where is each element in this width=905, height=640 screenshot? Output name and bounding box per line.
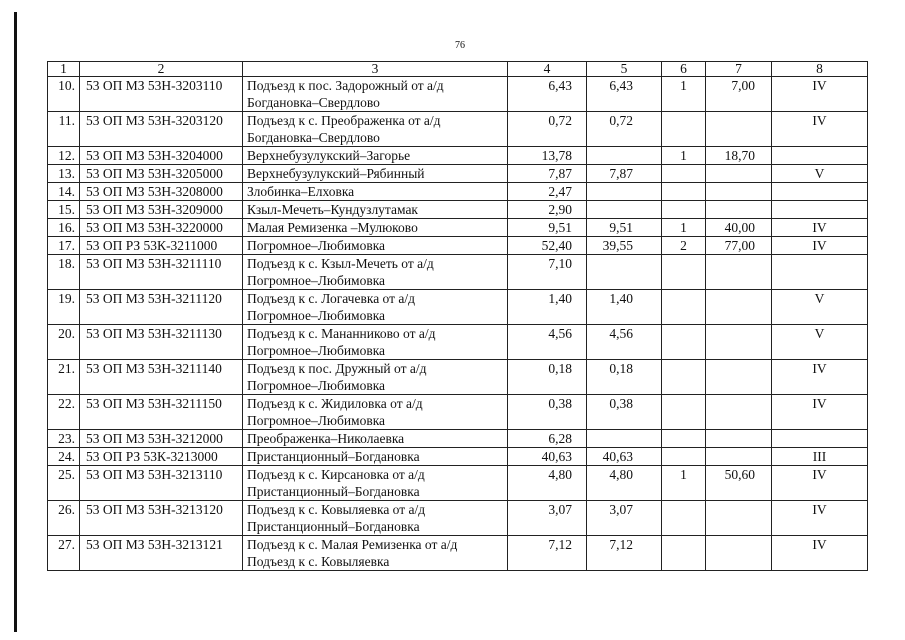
- road-name-line: Кзыл-Мечеть–Кундузлутамак: [247, 202, 418, 217]
- bridges-length-cell: 50,60: [706, 466, 772, 501]
- length-total-cell: 4,80: [508, 466, 587, 501]
- bridges-count-cell: 2: [662, 237, 706, 255]
- table-row: [48, 112, 868, 147]
- bridges-length-cell: [706, 201, 772, 219]
- header-cell: 3: [243, 62, 508, 77]
- road-code-cell: 53 ОП МЗ 53Н-3211140: [80, 360, 243, 395]
- road-name-line: Верхнебузулукский–Загорье: [247, 148, 411, 163]
- header-cell: 1: [48, 62, 80, 77]
- header-row: [48, 62, 868, 77]
- header-cell: 6: [662, 62, 706, 77]
- table-row: [48, 430, 868, 448]
- road-name-line: Пристанционный–Богдановка: [247, 519, 420, 534]
- table-row: [48, 219, 868, 237]
- length-total-cell: 6,43: [508, 77, 587, 112]
- length-paved-cell: 39,55: [587, 237, 662, 255]
- road-name-line: Подъезд к с. Кзыл-Мечеть от а/д: [247, 256, 434, 271]
- bridges-count-cell: [662, 290, 706, 325]
- bridges-length-cell: [706, 112, 772, 147]
- table-row: [48, 147, 868, 165]
- length-paved-cell: 40,63: [587, 448, 662, 466]
- road-name-cell: [243, 360, 508, 395]
- road-code-cell: 53 ОП МЗ 53Н-3204000: [80, 147, 243, 165]
- length-paved-cell: 0,72: [587, 112, 662, 147]
- road-name-cell: [243, 255, 508, 290]
- road-name-cell: [243, 237, 508, 255]
- bridges-length-cell: [706, 165, 772, 183]
- bridges-length-cell: [706, 325, 772, 360]
- bridges-count-cell: [662, 325, 706, 360]
- length-total-cell: 7,87: [508, 165, 587, 183]
- road-code-cell: 53 ОП МЗ 53Н-3220000: [80, 219, 243, 237]
- road-category-cell: IV: [772, 77, 868, 112]
- length-total-cell: 4,56: [508, 325, 587, 360]
- length-total-cell: 52,40: [508, 237, 587, 255]
- length-paved-cell: 3,07: [587, 501, 662, 536]
- bridges-length-cell: [706, 360, 772, 395]
- bridges-count-cell: 1: [662, 466, 706, 501]
- left-margin-line: [14, 12, 17, 632]
- road-code-cell: 53 ОП МЗ 53Н-3211120: [80, 290, 243, 325]
- length-paved-cell: 1,40: [587, 290, 662, 325]
- road-name-cell: [243, 325, 508, 360]
- road-name-cell: [243, 77, 508, 112]
- bridges-length-cell: [706, 501, 772, 536]
- bridges-length-cell: [706, 183, 772, 201]
- bridges-count-cell: [662, 536, 706, 571]
- road-name-cell: [243, 466, 508, 501]
- page-number: 76: [455, 40, 465, 51]
- header-cell: 5: [587, 62, 662, 77]
- length-paved-cell: 0,38: [587, 395, 662, 430]
- road-category-cell: [772, 147, 868, 165]
- row-number-cell: 11.: [48, 112, 80, 147]
- bridges-count-cell: [662, 183, 706, 201]
- road-name-line: Погромное–Любимовка: [247, 378, 386, 393]
- length-paved-cell: [587, 183, 662, 201]
- row-number-cell: 14.: [48, 183, 80, 201]
- road-name-line: Богдановка–Свердлово: [247, 95, 380, 110]
- road-name-line: Подъезд к с. Мананниково от а/д: [247, 326, 436, 341]
- row-number-cell: 15.: [48, 201, 80, 219]
- length-total-cell: 13,78: [508, 147, 587, 165]
- row-number-cell: 22.: [48, 395, 80, 430]
- header-cell: 2: [80, 62, 243, 77]
- row-number-cell: 27.: [48, 536, 80, 571]
- road-code-cell: 53 ОП МЗ 53Н-3205000: [80, 165, 243, 183]
- bridges-length-cell: 40,00: [706, 219, 772, 237]
- bridges-count-cell: 1: [662, 147, 706, 165]
- table-row: [48, 255, 868, 290]
- length-paved-cell: 7,87: [587, 165, 662, 183]
- road-code-cell: 53 ОП МЗ 53Н-3211130: [80, 325, 243, 360]
- row-number-cell: 18.: [48, 255, 80, 290]
- bridges-length-cell: [706, 430, 772, 448]
- length-total-cell: 0,72: [508, 112, 587, 147]
- road-category-cell: IV: [772, 360, 868, 395]
- road-name-line: Пристанционный–Богдановка: [247, 484, 420, 499]
- row-number-cell: 19.: [48, 290, 80, 325]
- road-name-line: Погромное–Любимовка: [247, 238, 386, 253]
- length-total-cell: 3,07: [508, 501, 587, 536]
- bridges-count-cell: [662, 201, 706, 219]
- road-code-cell: 53 ОП МЗ 53Н-3213110: [80, 466, 243, 501]
- length-total-cell: 40,63: [508, 448, 587, 466]
- road-category-cell: V: [772, 325, 868, 360]
- road-category-cell: [772, 430, 868, 448]
- road-category-cell: V: [772, 165, 868, 183]
- table-row: [48, 201, 868, 219]
- road-code-cell: 53 ОП РЗ 53К-3213000: [80, 448, 243, 466]
- road-name-line: Подъезд к с. Малая Ремизенка от а/д: [247, 537, 458, 552]
- length-total-cell: 1,40: [508, 290, 587, 325]
- road-name-cell: [243, 448, 508, 466]
- length-paved-cell: [587, 147, 662, 165]
- bridges-length-cell: [706, 290, 772, 325]
- header-cell: 4: [508, 62, 587, 77]
- bridges-count-cell: 1: [662, 219, 706, 237]
- road-code-cell: 53 ОП МЗ 53Н-3208000: [80, 183, 243, 201]
- bridges-count-cell: [662, 360, 706, 395]
- road-category-cell: [772, 183, 868, 201]
- bridges-count-cell: [662, 448, 706, 466]
- table-row: [48, 466, 868, 501]
- table-row: [48, 325, 868, 360]
- bridges-count-cell: [662, 112, 706, 147]
- road-category-cell: IV: [772, 112, 868, 147]
- row-number-cell: 17.: [48, 237, 80, 255]
- bridges-count-cell: [662, 165, 706, 183]
- road-code-cell: 53 ОП МЗ 53Н-3212000: [80, 430, 243, 448]
- row-number-cell: 25.: [48, 466, 80, 501]
- row-number-cell: 10.: [48, 77, 80, 112]
- road-name-line: Подъезд к с. Жидиловка от а/д: [247, 396, 423, 411]
- road-name-line: Преображенка–Николаевка: [247, 431, 405, 446]
- road-name-cell: [243, 395, 508, 430]
- length-total-cell: 6,28: [508, 430, 587, 448]
- road-name-cell: [243, 536, 508, 571]
- road-category-cell: IV: [772, 395, 868, 430]
- bridges-length-cell: [706, 395, 772, 430]
- table-row: [48, 360, 868, 395]
- road-name-cell: [243, 112, 508, 147]
- road-code-cell: 53 ОП РЗ 53К-3211000: [80, 237, 243, 255]
- length-paved-cell: 4,56: [587, 325, 662, 360]
- road-category-cell: IV: [772, 466, 868, 501]
- table-row: [48, 290, 868, 325]
- road-name-cell: [243, 165, 508, 183]
- table-row: [48, 237, 868, 255]
- road-name-line: Подъезд к с. Ковыляевка: [247, 554, 390, 569]
- bridges-count-cell: [662, 430, 706, 448]
- road-category-cell: IV: [772, 536, 868, 571]
- road-name-line: Подъезд к пос. Дружный от а/д: [247, 361, 427, 376]
- road-category-cell: [772, 201, 868, 219]
- table-row: [48, 165, 868, 183]
- road-code-cell: 53 ОП МЗ 53Н-3203120: [80, 112, 243, 147]
- bridges-length-cell: [706, 536, 772, 571]
- road-name-line: Пристанционный–Богдановка: [247, 449, 420, 464]
- length-total-cell: 2,90: [508, 201, 587, 219]
- length-total-cell: 0,18: [508, 360, 587, 395]
- length-paved-cell: [587, 430, 662, 448]
- table-body: [48, 77, 868, 571]
- bridges-length-cell: 7,00: [706, 77, 772, 112]
- road-name-line: Богдановка–Свердлово: [247, 130, 380, 145]
- road-code-cell: 53 ОП МЗ 53Н-3203110: [80, 77, 243, 112]
- length-paved-cell: 6,43: [587, 77, 662, 112]
- bridges-count-cell: 1: [662, 77, 706, 112]
- length-total-cell: 7,10: [508, 255, 587, 290]
- road-name-cell: [243, 219, 508, 237]
- row-number-cell: 26.: [48, 501, 80, 536]
- road-name-line: Подъезд к с. Ковыляевка от а/д: [247, 502, 426, 517]
- road-name-cell: [243, 501, 508, 536]
- road-name-line: Малая Ремизенка –Мулюково: [247, 220, 418, 235]
- road-name-line: Погромное–Любимовка: [247, 273, 386, 288]
- road-code-cell: 53 ОП МЗ 53Н-3209000: [80, 201, 243, 219]
- length-paved-cell: 7,12: [587, 536, 662, 571]
- road-name-cell: [243, 147, 508, 165]
- bridges-length-cell: 18,70: [706, 147, 772, 165]
- road-name-line: Злобинка–Елховка: [247, 184, 355, 199]
- road-name-cell: [243, 183, 508, 201]
- bridges-length-cell: [706, 255, 772, 290]
- row-number-cell: 16.: [48, 219, 80, 237]
- road-name-line: Погромное–Любимовка: [247, 343, 386, 358]
- row-number-cell: 13.: [48, 165, 80, 183]
- road-name-line: Подъезд к пос. Задорожный от а/д: [247, 78, 444, 93]
- row-number-cell: 23.: [48, 430, 80, 448]
- table-row: [48, 395, 868, 430]
- road-name-line: Подъезд к с. Кирсановка от а/д: [247, 467, 425, 482]
- road-category-cell: IV: [772, 501, 868, 536]
- table-row: [48, 536, 868, 571]
- road-code-cell: 53 ОП МЗ 53Н-3213121: [80, 536, 243, 571]
- road-code-cell: 53 ОП МЗ 53Н-3211110: [80, 255, 243, 290]
- header-cell: 7: [706, 62, 772, 77]
- roads-table: [47, 61, 868, 571]
- road-category-cell: IV: [772, 219, 868, 237]
- length-paved-cell: 0,18: [587, 360, 662, 395]
- bridges-length-cell: 77,00: [706, 237, 772, 255]
- length-total-cell: 0,38: [508, 395, 587, 430]
- road-name-cell: [243, 290, 508, 325]
- road-name-cell: [243, 201, 508, 219]
- road-category-cell: [772, 255, 868, 290]
- length-total-cell: 7,12: [508, 536, 587, 571]
- road-category-cell: IV: [772, 237, 868, 255]
- road-name-line: Подъезд к с. Преображенка от а/д: [247, 113, 441, 128]
- row-number-cell: 12.: [48, 147, 80, 165]
- road-code-cell: 53 ОП МЗ 53Н-3211150: [80, 395, 243, 430]
- table-row: [48, 501, 868, 536]
- road-name-line: Подъезд к с. Логачевка от а/д: [247, 291, 416, 306]
- row-number-cell: 20.: [48, 325, 80, 360]
- table-row: [48, 448, 868, 466]
- bridges-count-cell: [662, 395, 706, 430]
- road-name-line: Погромное–Любимовка: [247, 308, 386, 323]
- length-paved-cell: 4,80: [587, 466, 662, 501]
- road-category-cell: V: [772, 290, 868, 325]
- length-paved-cell: [587, 255, 662, 290]
- road-category-cell: III: [772, 448, 868, 466]
- header-cell: 8: [772, 62, 868, 77]
- table-row: [48, 77, 868, 112]
- length-total-cell: 2,47: [508, 183, 587, 201]
- length-paved-cell: [587, 201, 662, 219]
- road-name-line: Верхнебузулукский–Рябинный: [247, 166, 425, 181]
- road-name-cell: [243, 430, 508, 448]
- row-number-cell: 24.: [48, 448, 80, 466]
- bridges-count-cell: [662, 501, 706, 536]
- length-total-cell: 9,51: [508, 219, 587, 237]
- bridges-count-cell: [662, 255, 706, 290]
- length-paved-cell: 9,51: [587, 219, 662, 237]
- road-name-line: Погромное–Любимовка: [247, 413, 386, 428]
- table-row: [48, 183, 868, 201]
- road-code-cell: 53 ОП МЗ 53Н-3213120: [80, 501, 243, 536]
- row-number-cell: 21.: [48, 360, 80, 395]
- bridges-length-cell: [706, 448, 772, 466]
